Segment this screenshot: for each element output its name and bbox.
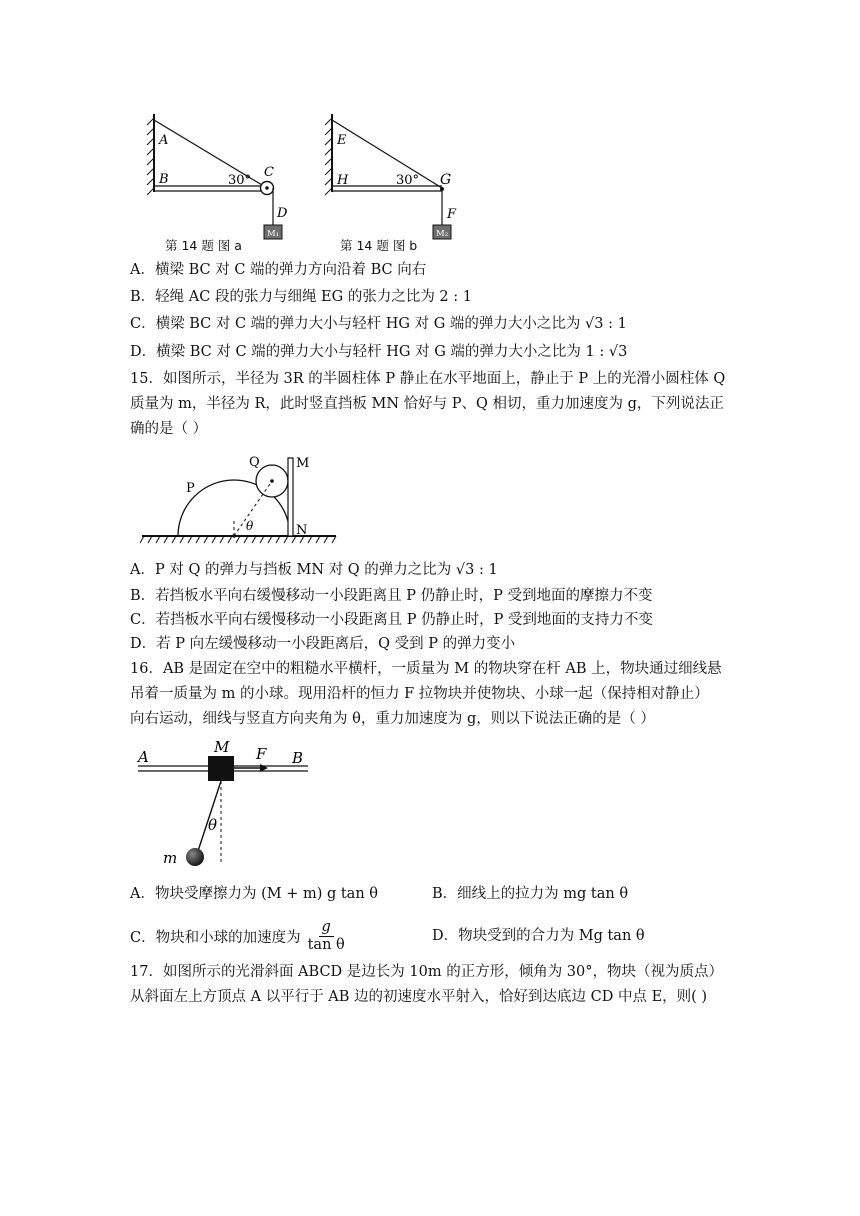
q16-option-c	[130, 914, 348, 958]
q16-stem-line-1: 16．AB 是固定在空中的粗糙水平横杆，一质量为 M 的物块穿在杆 AB 上，物块通过细线悬	[130, 661, 722, 677]
label-m: m	[163, 849, 178, 867]
label-B: B	[292, 749, 304, 767]
label-mass: M₁	[267, 229, 280, 239]
label-N: N	[296, 523, 308, 538]
q15-stem-line-3: 确的是（ ）	[130, 421, 208, 437]
q14-option-d: D．横梁 BC 对 C 端的弹力大小与轻杆 HG 对 G 端的弹力大小之比为 1 : √3	[130, 344, 628, 360]
q16-option-c-prefix: C．物块和小球的加速度为	[130, 929, 301, 946]
label-theta: θ	[208, 816, 218, 834]
fraction-denominator: tan θ	[307, 936, 345, 953]
fraction-numerator: g	[319, 919, 334, 937]
label-Q: Q	[249, 455, 260, 470]
q14-option-b: B．轻绳 AC 段的张力与细绳 EG 的张力之比为 2 : 1	[130, 289, 472, 305]
q15-option-c: C．若挡板水平向右缓慢移动一小段距离且 P 仍静止时，P 受到地面的支持力不变	[130, 612, 653, 628]
q15-stem-line-2: 质量为 m，半径为 R，此时竖直挡板 MN 恰好与 P、Q 相切，重力加速度为 g，下列说法正	[130, 396, 724, 412]
q16-option-d: D．物块受到的合力为 Mg tan θ	[432, 928, 645, 944]
label-D: D	[277, 206, 288, 221]
label-G: G	[440, 172, 452, 188]
label-F: F	[256, 745, 267, 763]
label-M: M	[214, 738, 230, 756]
q14-option-c: C．横梁 BC 对 C 端的弹力大小与轻杆 HG 对 G 端的弹力大小之比为 √3 : 1	[130, 316, 627, 332]
label-M: M	[296, 456, 310, 471]
label-E: E	[337, 133, 347, 148]
q15-option-b: B．若挡板水平向右缓慢移动一小段距离且 P 仍静止时，P 受到地面的摩擦力不变	[130, 588, 653, 604]
label-B: B	[159, 172, 169, 187]
q17-stem-line-2: 从斜面左上方顶点 A 以平行于 AB 边的初速度水平射入，恰好到达底边 CD 中点 E，则( )	[130, 989, 708, 1005]
label-H: H	[337, 173, 349, 188]
q16-stem-line-3: 向右运动，细线与竖直方向夹角为 θ，重力加速度为 g，则以下说法正确的是（ ）	[130, 711, 655, 727]
label-theta: θ	[246, 519, 254, 533]
label-mass: M₂	[436, 229, 449, 239]
figure-caption-b: 第 14 题 图 b	[340, 238, 418, 253]
q15-figure	[140, 448, 340, 548]
label-P: P	[186, 481, 195, 496]
q16-option-b: B．细线上的拉力为 mg tan θ	[432, 886, 629, 902]
label-angle: 30°	[228, 173, 252, 188]
label-F: F	[447, 207, 457, 222]
label-C: C	[264, 165, 274, 180]
label-A: A	[159, 133, 169, 148]
q15-stem-line-1: 15．如图所示，半径为 3R 的半圆柱体 P 静止在水平地面上，静止于 P 上的光滑小圆柱体 Q	[130, 371, 726, 387]
q16-figure	[130, 733, 320, 873]
q17-stem-line-1: 17．如图所示的光滑斜面 ABCD 是边长为 10m 的正方形，倾角为 30°，物块（视为质点）	[130, 964, 724, 980]
label-angle: 30°	[396, 173, 420, 188]
q15-option-a: A．P 对 Q 的弹力与挡板 MN 对 Q 的弹力之比为 √3 : 1	[130, 562, 498, 578]
figure-caption-a: 第 14 题 图 a	[165, 238, 242, 253]
q14-option-a: A．横梁 BC 对 C 端的弹力方向沿着 BC 向右	[130, 262, 427, 278]
fraction	[305, 919, 348, 954]
label-A: A	[138, 748, 149, 766]
q15-option-d: D．若 P 向左缓慢移动一小段距离后，Q 受到 P 的弹力变小	[130, 636, 516, 652]
q16-option-a: A．物块受摩擦力为 (M + m) g tan θ	[130, 886, 379, 902]
q16-stem-line-2: 吊着一质量为 m 的小球。现用沿杆的恒力 F 拉物块并使物块、小球一起（保持相对静止）	[130, 686, 709, 702]
